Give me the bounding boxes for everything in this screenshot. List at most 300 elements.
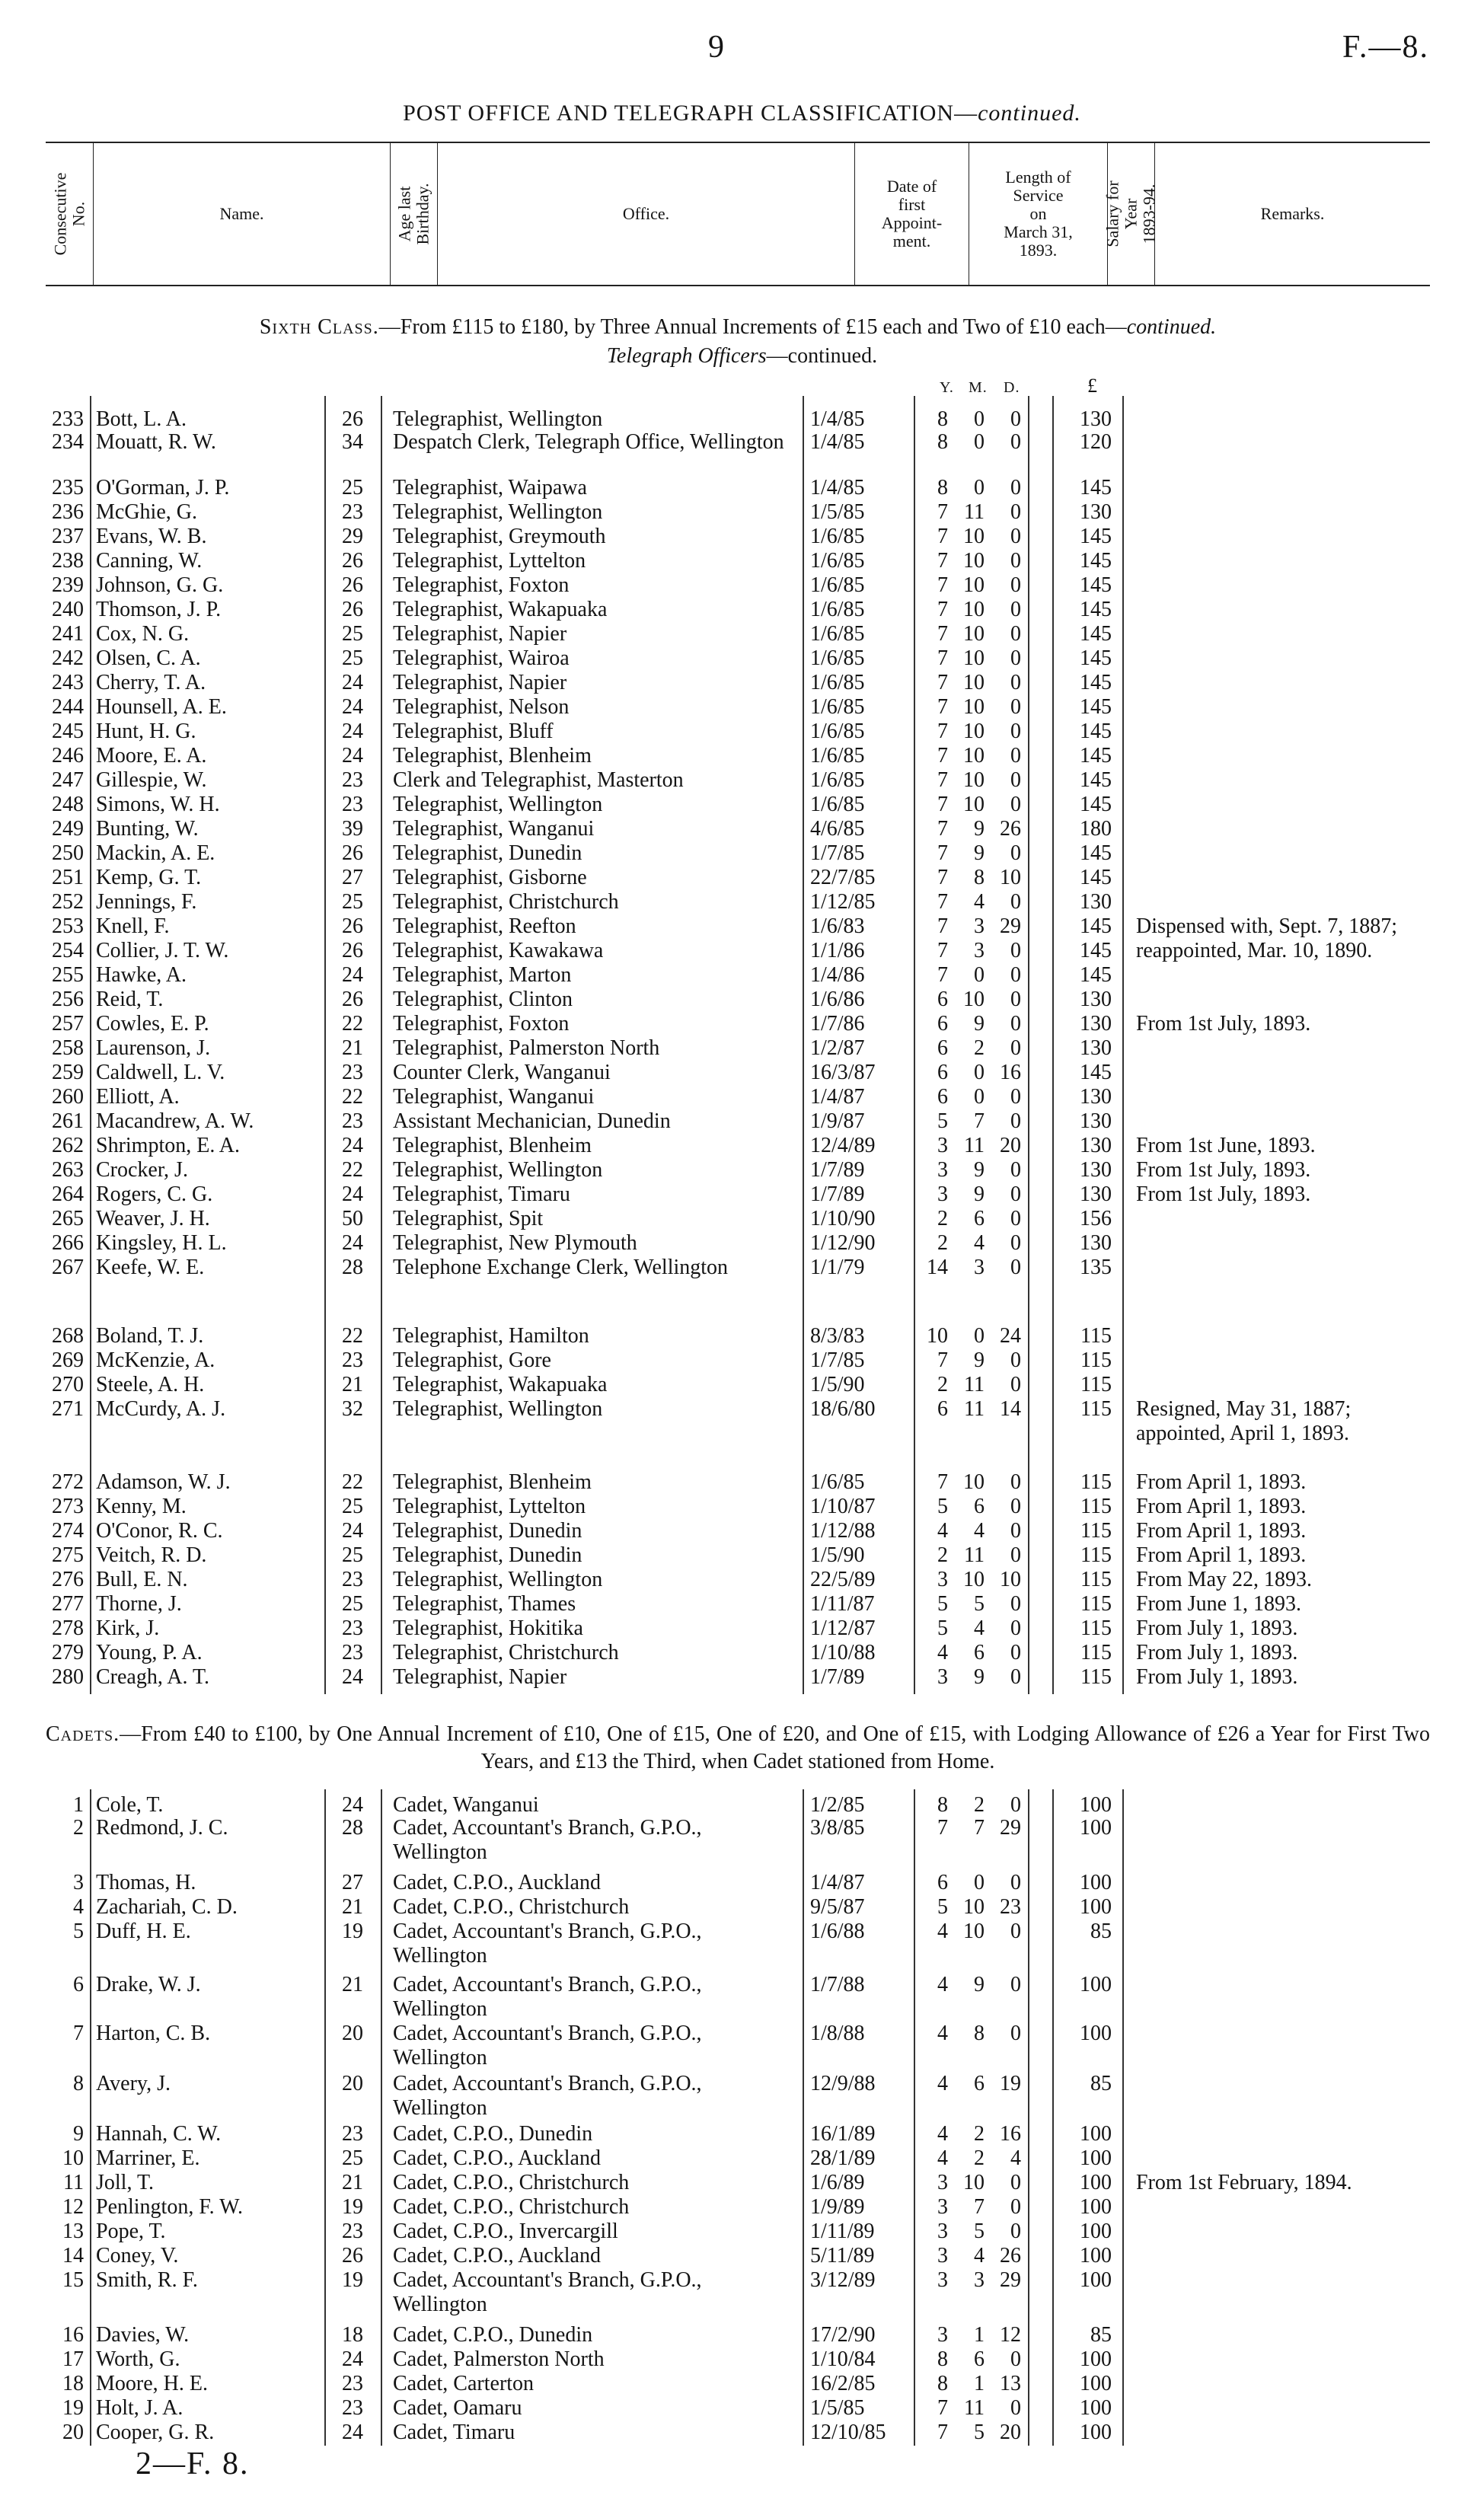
row-service-days-text: 0	[1010, 1182, 1021, 1206]
row-appointment-date-text: 1/10/84	[810, 2347, 876, 2371]
row-service-days	[987, 695, 1021, 720]
row-service-months	[950, 1085, 985, 1109]
row-number-text: 241	[52, 622, 84, 646]
row-service-years	[918, 841, 948, 866]
row-office	[393, 695, 789, 720]
row-office	[393, 1871, 789, 1895]
row-name	[96, 1543, 324, 1568]
row-name-text: Kemp, G. T.	[96, 866, 202, 889]
row-office	[393, 646, 789, 671]
row-age-text: 25	[342, 622, 363, 646]
row-salary	[1058, 1036, 1112, 1061]
row-age	[329, 622, 376, 646]
row-number-text: 257	[52, 1012, 84, 1036]
row-service-months-text: 0	[974, 1085, 985, 1109]
row-name	[96, 1895, 324, 1920]
row-service-years	[918, 2146, 948, 2171]
row-salary-text: 100	[1080, 1895, 1112, 1919]
row-number	[23, 1256, 84, 1280]
row-salary	[1058, 1012, 1112, 1036]
row-salary-text: 130	[1080, 1036, 1112, 1060]
row-name-text: Bott, L. A.	[96, 407, 187, 431]
row-service-years-text: 8	[937, 430, 948, 454]
row-office	[393, 744, 789, 768]
row-remarks	[1136, 1158, 1433, 1182]
row-name	[96, 1470, 324, 1495]
row-service-months	[950, 939, 985, 963]
row-service-months	[950, 1816, 985, 1840]
row-service-months-text: 9	[974, 1012, 985, 1036]
row-remarks-text: From 1st July, 1893.	[1136, 1012, 1311, 1036]
row-appointment-date	[810, 1973, 905, 1997]
row-service-years	[918, 407, 948, 432]
row-age-text: 25	[342, 646, 363, 670]
row-appointment-date-text: 1/6/85	[810, 1470, 865, 1494]
row-appointment-date-text: 9/5/87	[810, 1895, 865, 1919]
row-appointment-date	[810, 914, 905, 939]
row-salary	[1058, 1665, 1112, 1690]
row-service-years	[918, 2171, 948, 2195]
row-appointment-date-text: 1/6/85	[810, 622, 865, 646]
row-age	[329, 939, 376, 963]
row-name-text: Bull, E. N.	[96, 1568, 188, 1591]
row-service-months-text: 10	[963, 988, 985, 1011]
row-office	[393, 768, 789, 793]
row-age	[329, 2244, 376, 2268]
row-service-months	[950, 1109, 985, 1134]
row-service-days	[987, 2022, 1021, 2046]
row-salary-text: 100	[1080, 1973, 1112, 1996]
row-office-text: Cadet, Accountant's Branch, G.P.O., Wellington	[393, 1816, 702, 1864]
row-number	[23, 1134, 84, 1158]
row-appointment-date	[810, 500, 905, 525]
row-age	[329, 1061, 376, 1085]
row-service-months	[950, 890, 985, 914]
row-appointment-date-text: 8/3/83	[810, 1324, 865, 1348]
row-remarks	[1136, 1134, 1433, 1158]
row-age	[329, 2323, 376, 2347]
row-name-text: Pope, T.	[96, 2220, 166, 2243]
row-age	[329, 476, 376, 500]
row-service-months	[950, 2396, 985, 2421]
row-service-years	[918, 963, 948, 988]
row-office	[393, 1568, 789, 1592]
row-number	[23, 817, 84, 841]
row-number-text: 235	[52, 476, 84, 499]
row-name-text: Johnson, G. G.	[96, 573, 224, 597]
row-appointment-date-text: 4/6/85	[810, 817, 865, 841]
row-service-months-text: 4	[974, 1616, 985, 1640]
row-office-text: Telegraphist, Gore	[393, 1348, 551, 1372]
row-office-text: Telegraphist, Blenheim	[393, 744, 592, 768]
row-service-months-text: 5	[974, 1592, 985, 1616]
row-service-months-text: 11	[964, 1373, 985, 1396]
row-appointment-date	[810, 1348, 905, 1373]
row-age-text: 34	[342, 430, 363, 454]
row-salary-text: 145	[1080, 768, 1112, 792]
row-office-text: Telegraphist, Foxton	[393, 1012, 570, 1036]
row-service-years-text: 4	[937, 1641, 948, 1664]
row-service-years-text: 4	[937, 2072, 948, 2095]
row-remarks-text: From April 1, 1893.	[1136, 1495, 1307, 1518]
row-salary-text: 100	[1080, 2022, 1112, 2045]
row-age-text: 24	[342, 1793, 363, 1817]
row-service-days	[987, 988, 1021, 1012]
row-number-text: 12	[62, 2195, 84, 2219]
row-service-days	[987, 1495, 1021, 1519]
months-label: M.	[969, 379, 988, 396]
row-service-years	[918, 549, 948, 573]
row-number	[23, 2146, 84, 2171]
row-age-text: 25	[342, 476, 363, 499]
row-service-days-text: 0	[1010, 1920, 1021, 1943]
row-appointment-date-text: 1/7/85	[810, 1348, 865, 1372]
row-office	[393, 1920, 789, 1968]
row-number	[23, 1816, 84, 1840]
row-name	[96, 1109, 324, 1134]
row-service-days-text: 13	[1000, 2372, 1021, 2395]
row-service-months	[950, 1348, 985, 1373]
row-service-years	[918, 1182, 948, 1207]
row-appointment-date-text: 1/12/87	[810, 1616, 876, 1640]
row-service-days-text: 16	[1000, 1061, 1021, 1084]
row-appointment-date	[810, 2022, 905, 2046]
row-service-days-text: 10	[1000, 866, 1021, 889]
row-number-text: 277	[52, 1592, 84, 1616]
row-appointment-date-text: 1/6/85	[810, 720, 865, 743]
row-service-years-text: 7	[937, 793, 948, 816]
row-service-days-text: 24	[1000, 1324, 1021, 1348]
row-service-days	[987, 1134, 1021, 1158]
row-number-text: 272	[52, 1470, 84, 1494]
row-name	[96, 1641, 324, 1665]
row-appointment-date-text: 16/3/87	[810, 1061, 876, 1084]
row-appointment-date-text: 1/7/89	[810, 1182, 865, 1206]
row-appointment-date	[810, 2421, 905, 2445]
row-service-years	[918, 1348, 948, 1373]
row-service-days-text: 0	[1010, 1256, 1021, 1279]
row-service-days	[987, 2072, 1021, 2096]
row-service-months-text: 0	[974, 430, 985, 454]
row-appointment-date	[810, 598, 905, 622]
row-remarks	[1136, 1495, 1433, 1519]
row-salary	[1058, 1373, 1112, 1397]
row-number	[23, 2244, 84, 2268]
row-service-months-text: 2	[974, 2122, 985, 2146]
row-service-years	[918, 1495, 948, 1519]
row-number	[23, 1061, 84, 1085]
row-appointment-date	[810, 671, 905, 695]
row-name	[96, 1397, 324, 1422]
row-service-years-text: 5	[937, 1616, 948, 1640]
row-appointment-date	[810, 939, 905, 963]
row-office-text: Cadet, C.P.O., Christchurch	[393, 2195, 630, 2219]
row-age	[329, 988, 376, 1012]
row-name	[96, 1134, 324, 1158]
row-service-months	[950, 866, 985, 890]
row-service-days-text: 0	[1010, 963, 1021, 987]
row-salary	[1058, 1871, 1112, 1895]
row-name	[96, 2171, 324, 2195]
row-number-text: 258	[52, 1036, 84, 1060]
row-service-years-text: 10	[927, 1324, 948, 1348]
row-appointment-date	[810, 525, 905, 549]
row-name	[96, 2372, 324, 2396]
row-age-text: 19	[342, 1920, 363, 1943]
row-remarks-text: From 1st February, 1894.	[1136, 2171, 1352, 2194]
row-service-days	[987, 1816, 1021, 1840]
row-salary-text: 115	[1080, 1348, 1112, 1372]
row-appointment-date-text: 3/12/89	[810, 2268, 876, 2292]
row-appointment-date	[810, 1373, 905, 1397]
row-age	[329, 598, 376, 622]
row-service-days	[987, 500, 1021, 525]
row-remarks	[1136, 1568, 1433, 1592]
row-service-months-text: 11	[964, 2396, 985, 2420]
row-number	[23, 1543, 84, 1568]
row-number	[23, 1641, 84, 1665]
row-name-text: Hannah, C. W.	[96, 2122, 222, 2146]
row-service-years	[918, 671, 948, 695]
header-name: Name.	[93, 143, 390, 285]
row-service-days	[987, 407, 1021, 432]
row-age-text: 23	[342, 1109, 363, 1133]
row-number	[23, 963, 84, 988]
row-service-months	[950, 2220, 985, 2244]
row-service-months-text: 2	[974, 1036, 985, 1060]
row-name-text: Elliott, A.	[96, 1085, 180, 1109]
row-age	[329, 2220, 376, 2244]
row-number	[23, 407, 84, 432]
row-service-months	[950, 793, 985, 817]
row-office	[393, 1793, 789, 1817]
row-office-text: Cadet, Accountant's Branch, G.P.O., Wellington	[393, 1973, 702, 2021]
row-salary-text: 115	[1080, 1495, 1112, 1518]
row-number-text: 18	[62, 2372, 84, 2395]
row-service-years	[918, 2396, 948, 2421]
row-appointment-date-text: 1/6/85	[810, 573, 865, 597]
row-service-years-text: 7	[937, 1348, 948, 1372]
row-service-months-text: 2	[974, 1793, 985, 1817]
row-service-days-text: 0	[1010, 1495, 1021, 1518]
row-name	[96, 744, 324, 768]
row-appointment-date-text: 3/8/85	[810, 1816, 865, 1840]
row-service-days-text: 0	[1010, 1085, 1021, 1109]
row-service-days-text: 26	[1000, 817, 1021, 841]
row-age	[329, 963, 376, 988]
sixth-class-heading: Sixth Class.—From £115 to £180, by Three Annual Increments of £15 each and Two of £10 each—continued.	[259, 315, 1217, 339]
row-service-days	[987, 744, 1021, 768]
row-service-months	[950, 1134, 985, 1158]
row-office-text: Telegraphist, Blenheim	[393, 1134, 592, 1157]
row-service-days-text: 0	[1010, 1543, 1021, 1567]
row-service-years-text: 7	[937, 671, 948, 694]
header-consecutive-no: Consecutive No.	[50, 172, 88, 256]
row-appointment-date	[810, 622, 905, 646]
row-salary	[1058, 1061, 1112, 1085]
row-service-months-text: 10	[963, 598, 985, 621]
row-name-text: Cherry, T. A.	[96, 671, 206, 694]
row-salary-text: 130	[1080, 1085, 1112, 1109]
row-service-days	[987, 2195, 1021, 2220]
row-service-days-text: 0	[1010, 988, 1021, 1011]
row-office	[393, 549, 789, 573]
row-service-years	[918, 1256, 948, 1280]
row-service-years-text: 3	[937, 2244, 948, 2267]
row-age-text: 25	[342, 2146, 363, 2170]
row-salary	[1058, 963, 1112, 988]
row-age-text: 23	[342, 2372, 363, 2395]
row-salary	[1058, 866, 1112, 890]
row-office	[393, 2268, 789, 2317]
row-service-months-text: 4	[974, 1231, 985, 1255]
row-service-years-text: 7	[937, 866, 948, 889]
row-name	[96, 2022, 324, 2046]
row-name-text: Boland, T. J.	[96, 1324, 204, 1348]
row-service-years-text: 3	[937, 2323, 948, 2347]
row-salary	[1058, 1816, 1112, 1840]
row-service-months-text: 0	[974, 407, 985, 431]
row-office-text: Telegraphist, Gisborne	[393, 866, 587, 889]
row-name-text: Joll, T.	[96, 2171, 154, 2194]
row-service-years-text: 6	[937, 1085, 948, 1109]
row-service-years	[918, 2268, 948, 2293]
row-service-years-text: 3	[937, 2171, 948, 2194]
header-salary: Salary for Year 1893-94.	[1107, 143, 1154, 285]
row-service-months	[950, 2072, 985, 2096]
row-number-text: 234	[52, 430, 84, 454]
row-salary	[1058, 2171, 1112, 2195]
row-service-days-text: 0	[1010, 2396, 1021, 2420]
row-service-years	[918, 1616, 948, 1641]
row-service-months	[950, 768, 985, 793]
row-office-text: Telegraphist, Hokitika	[393, 1616, 583, 1640]
row-name	[96, 2220, 324, 2244]
row-name-text: Shrimpton, E. A.	[96, 1134, 241, 1157]
row-number	[23, 890, 84, 914]
row-service-days-text: 0	[1010, 1348, 1021, 1372]
row-age-text: 22	[342, 1324, 363, 1348]
row-appointment-date	[810, 695, 905, 720]
row-service-months	[950, 1895, 985, 1920]
row-salary	[1058, 2421, 1112, 2445]
row-number	[23, 1324, 84, 1348]
row-service-months-text: 0	[974, 963, 985, 987]
row-service-days-text: 0	[1010, 793, 1021, 816]
row-name-text: Weaver, J. H.	[96, 1207, 210, 1230]
row-number-text: 252	[52, 890, 84, 914]
row-service-months	[950, 2122, 985, 2146]
row-salary-text: 100	[1080, 2146, 1112, 2170]
row-service-months	[950, 1543, 985, 1568]
document-reference: F.—8.	[1342, 30, 1429, 65]
row-remarks-text: From April 1, 1893.	[1136, 1470, 1307, 1494]
row-appointment-date-text: 16/2/85	[810, 2372, 876, 2395]
row-office-text: Assistant Mechanician, Dunedin	[393, 1109, 671, 1133]
row-number	[23, 2421, 84, 2445]
row-service-months	[950, 430, 985, 455]
row-service-months-text: 9	[974, 841, 985, 865]
row-age	[329, 1895, 376, 1920]
row-appointment-date	[810, 407, 905, 432]
row-service-days	[987, 525, 1021, 549]
row-salary	[1058, 2022, 1112, 2046]
row-service-days	[987, 1348, 1021, 1373]
row-age-text: 24	[342, 1519, 363, 1543]
row-number-text: 280	[52, 1665, 84, 1689]
row-service-months-text: 9	[974, 1158, 985, 1182]
row-service-months	[950, 1568, 985, 1592]
row-appointment-date-text: 1/10/88	[810, 1641, 876, 1664]
row-office	[393, 525, 789, 549]
row-office-text: Telegraphist, Wellington	[393, 1568, 603, 1591]
row-number-text: 17	[62, 2347, 84, 2371]
row-service-days-text: 29	[1000, 2268, 1021, 2292]
row-name	[96, 525, 324, 549]
row-salary-text: 130	[1080, 1158, 1112, 1182]
row-office-text: Telegraphist, Palmerston North	[393, 1036, 660, 1060]
row-name-text: Reid, T.	[96, 988, 164, 1011]
row-number-text: 239	[52, 573, 84, 597]
row-age	[329, 2146, 376, 2171]
row-service-days-text: 0	[1010, 720, 1021, 743]
column-rule	[1052, 1789, 1054, 2446]
row-salary	[1058, 1324, 1112, 1348]
row-service-days-text: 29	[1000, 1816, 1021, 1840]
row-office	[393, 1256, 789, 1280]
row-appointment-date-text: 1/6/85	[810, 671, 865, 694]
row-name-text: Canning, W.	[96, 549, 203, 573]
row-appointment-date-text: 1/7/85	[810, 841, 865, 865]
row-age	[329, 1665, 376, 1690]
row-number-text: 6	[73, 1973, 84, 1996]
row-appointment-date-text: 1/11/89	[810, 2220, 875, 2243]
row-appointment-date	[810, 2072, 905, 2096]
row-service-months	[950, 2323, 985, 2347]
header-age: Age last Birthday.	[390, 143, 437, 285]
row-service-months-text: 4	[974, 890, 985, 914]
row-age	[329, 1470, 376, 1495]
row-service-months-text: 10	[963, 622, 985, 646]
row-salary	[1058, 1920, 1112, 1944]
row-age-text: 28	[342, 1256, 363, 1279]
row-office-text: Cadet, Accountant's Branch, G.P.O., Wellington	[393, 2268, 702, 2316]
table-title	[0, 101, 1484, 126]
row-name	[96, 2268, 324, 2293]
row-service-years	[918, 1816, 948, 1840]
row-service-months	[950, 646, 985, 671]
column-rule	[1122, 396, 1124, 1694]
row-salary	[1058, 549, 1112, 573]
row-appointment-date	[810, 1231, 905, 1256]
row-number-text: 270	[52, 1373, 84, 1396]
row-service-months	[950, 1920, 985, 1944]
row-name-text: Cole, T.	[96, 1793, 164, 1817]
row-salary-text: 115	[1080, 1543, 1112, 1567]
row-appointment-date	[810, 1036, 905, 1061]
row-remarks-text: From 1st July, 1893.	[1136, 1158, 1311, 1182]
row-office	[393, 1397, 789, 1422]
table-title-main: POST OFFICE AND TELEGRAPH CLASSIFICATION—	[403, 101, 978, 126]
row-age	[329, 866, 376, 890]
row-age	[329, 720, 376, 744]
row-name-text: Thomson, J. P.	[96, 598, 222, 621]
row-service-months-text: 9	[974, 1973, 985, 1996]
row-age	[329, 2072, 376, 2096]
row-number-text: 260	[52, 1085, 84, 1109]
row-office-text: Cadet, Wanganui	[393, 1793, 539, 1817]
row-number	[23, 598, 84, 622]
